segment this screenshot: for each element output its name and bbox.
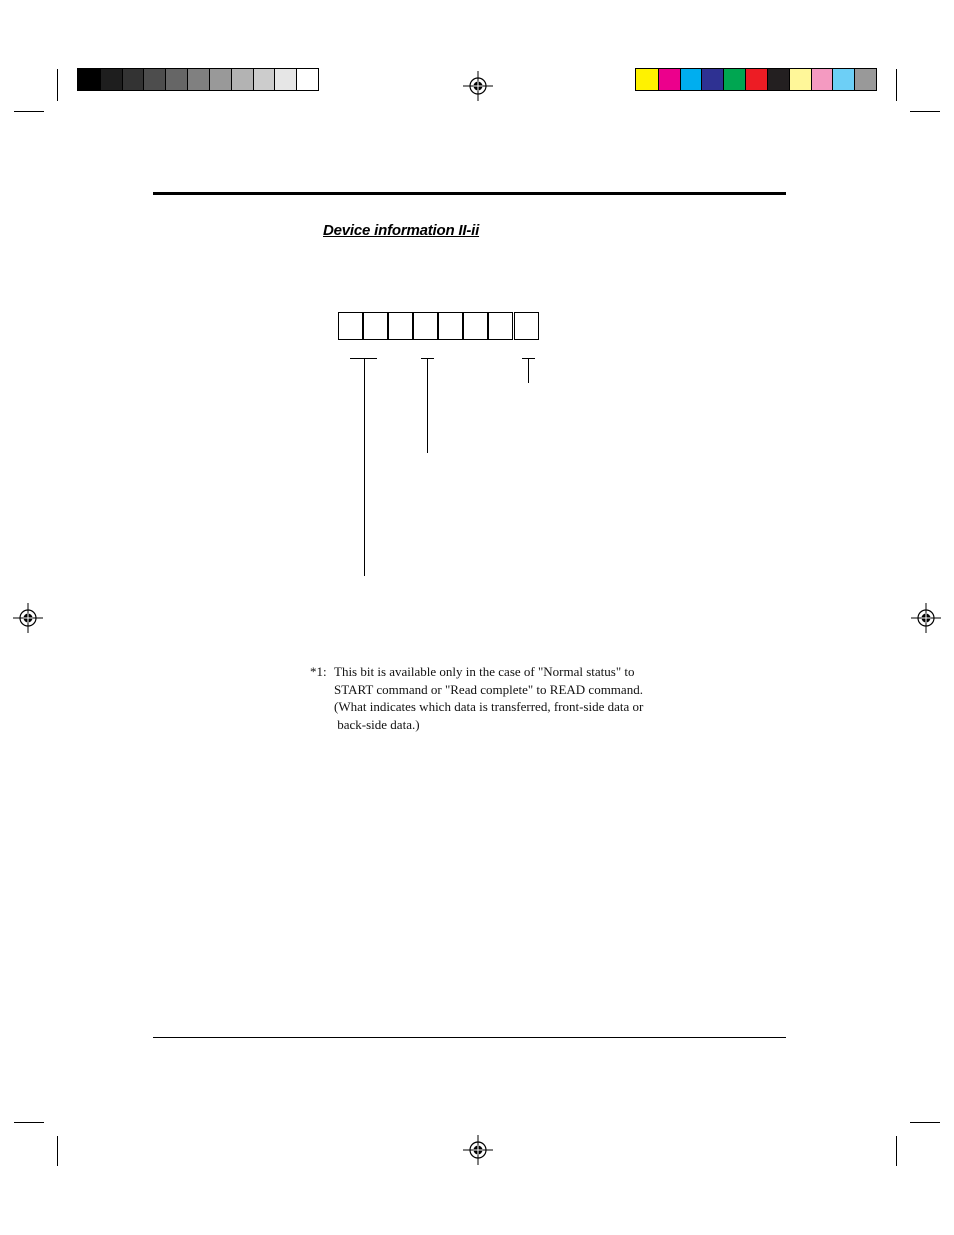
- color-swatch: [832, 69, 854, 90]
- color-swatch: [296, 69, 318, 90]
- registration-target-icon: [13, 603, 43, 633]
- crop-mark: [896, 1136, 897, 1166]
- color-swatch: [636, 69, 658, 90]
- color-swatch: [122, 69, 144, 90]
- header-rule: [153, 192, 786, 195]
- bit-box-2: [463, 312, 488, 340]
- color-swatch: [209, 69, 231, 90]
- crop-mark: [896, 69, 897, 101]
- color-swatch: [680, 69, 702, 90]
- color-swatch: [701, 69, 723, 90]
- bit-box-4: [413, 312, 438, 340]
- footnote-line: back-side data.): [334, 716, 420, 732]
- bit-box-6: [363, 312, 388, 340]
- color-swatch: [274, 69, 296, 90]
- color-swatch: [658, 69, 680, 90]
- color-swatch: [100, 69, 122, 90]
- color-swatch: [231, 69, 253, 90]
- registration-target-icon: [911, 603, 941, 633]
- footnote-line: START command or "Read complete" to READ command.: [334, 681, 643, 697]
- footnote-line: This bit is available only in the case of "Normal status" to: [334, 664, 635, 679]
- color-swatch: [854, 69, 876, 90]
- bit-box-0: [514, 312, 539, 340]
- color-swatch: [165, 69, 187, 90]
- color-swatch: [745, 69, 767, 90]
- color-swatch: [767, 69, 789, 90]
- section-title: Device information II-ii: [323, 222, 480, 239]
- color-swatch: [78, 69, 100, 90]
- crop-mark: [910, 111, 940, 112]
- bit-box-1: [488, 312, 513, 340]
- crop-mark: [14, 111, 44, 112]
- color-swatch: [811, 69, 833, 90]
- footer-rule: [153, 1037, 786, 1038]
- color-swatch: [253, 69, 275, 90]
- footnote-line: (What indicates which data is transferred, front-side data or: [334, 699, 644, 714]
- color-swatch: [723, 69, 745, 90]
- footnote-marker: *1:: [310, 664, 327, 679]
- registration-target-icon: [463, 71, 493, 101]
- bit-box-7: [338, 312, 363, 340]
- bit-box-3: [438, 312, 463, 340]
- crop-mark: [57, 1136, 58, 1166]
- bit-leader-line: [528, 358, 529, 383]
- crop-mark: [57, 69, 58, 101]
- color-swatch: [789, 69, 811, 90]
- bit-leader-line: [364, 358, 365, 576]
- bit-leader-line: [427, 358, 428, 453]
- color-swatch: [187, 69, 209, 90]
- crop-mark: [14, 1122, 44, 1123]
- registration-target-icon: [463, 1135, 493, 1165]
- bit-box-5: [388, 312, 413, 340]
- crop-mark: [910, 1122, 940, 1123]
- color-swatch: [143, 69, 165, 90]
